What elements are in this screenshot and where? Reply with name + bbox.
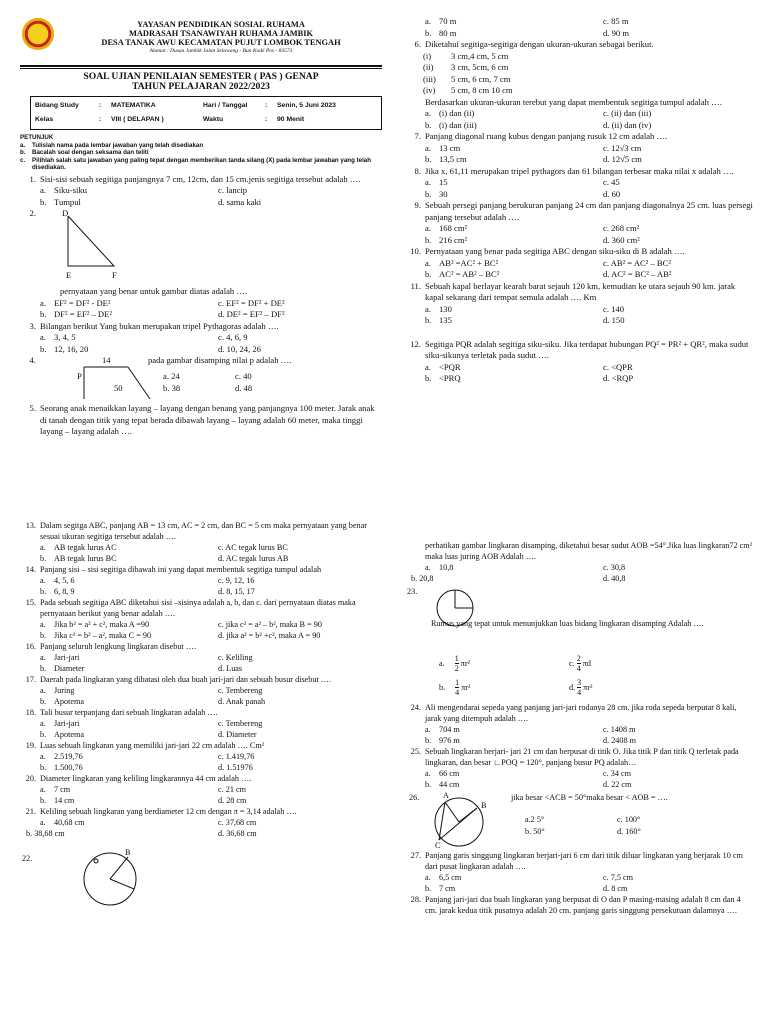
option-d: d. 90 m (603, 27, 630, 38)
school-logo-icon (22, 18, 54, 50)
option-a: Siku-siku (54, 185, 87, 196)
question-number: 4. (29, 355, 36, 366)
numerator: 1 (454, 654, 459, 663)
question-8: 8. Jika x, 61,11 merupakan tripel pythagors dan 61 bilangan terbesar maka nilai x adalah …. a. 15 c. 45 b. 30 d. 60 (405, 166, 753, 201)
question-25: 25. Sebuah lingkaran berjari- jari 21 cm dan berpusat di titik O. Jika titik P dan titik Q terletak pada lingkaran, dan besar ∟POQ = 120°, panjang busur PQ adalah… a. 66 cm c. 34 cm b. 44 cm d. 22 cm (405, 746, 753, 790)
question-text: Panjang garis singgung lingkaran berjari-jari 6 cm dari titik diluar lingkaran yang berjarak 10 cm dari pusat lingkaran adalah …. (425, 851, 743, 871)
option-d: d. AC² = BC² – AB² (603, 269, 672, 279)
option-c: c. lancip (218, 185, 248, 196)
option-d (569, 678, 592, 697)
option-d: d. 160° (617, 827, 641, 836)
option-b: 976 m (439, 736, 460, 745)
option-a (439, 654, 470, 673)
numerator: 1 (455, 678, 460, 687)
exam-year: TAHUN PELAJARAN 2022/2023 (132, 81, 270, 92)
option-a: 15 (439, 177, 448, 187)
instruction-c: Pilihlah salah satu jawaban yang paling tepat dengan memberikan tanda silang (X) pada lembar jawaban yang telah disediakan. (32, 156, 372, 172)
label-b: B (125, 848, 131, 857)
question-23 (405, 584, 753, 702)
option-letter: d. (569, 683, 576, 692)
instructions: PETUNJUK a. Tulislah nama pada lembar jawaban yang telah disediakan b. Bacalah soal dengan seksama dan teliti c. Pilihlah salah satu jawaban yang paling tepat dengan memberikan tanda silang (X) pada lembar jawaban yang telah disediakan. (20, 134, 382, 172)
label-a: A (443, 791, 449, 800)
item-label: (i) (423, 50, 432, 61)
option-a: a. 24 (163, 371, 180, 382)
option-b: DF² = EF² – DE² (54, 309, 112, 320)
question-text: Ali mengendarai sepeda yang panjang jari-jari rodanya 28 cm. jika roda sepeda berputar 8 kali, jarak yang ditempuh adalah …. (425, 703, 737, 723)
question-number: 11. (410, 280, 421, 291)
option-a: 168 cm² (439, 223, 468, 233)
date-label: Hari / Tanggal (203, 102, 248, 109)
date-value: Senin, 5 Juni 2023 (277, 102, 336, 109)
option-letter: a. (439, 659, 445, 668)
option-b: 7 cm (439, 884, 456, 893)
option-c: c. 1.419,76 (218, 752, 255, 761)
question-text: Panjang seluruh lengkung lingkaran disebut …. (40, 642, 196, 651)
colon: : (99, 102, 102, 109)
formula: πr² (461, 683, 471, 692)
question-number: 5. (29, 403, 36, 414)
option-d: d. 28 cm (218, 796, 247, 805)
question-number: 12. (410, 338, 421, 349)
option-c: c. AB² = AC² – BC² (603, 257, 671, 268)
question-26 (405, 790, 753, 850)
question-12: 12. Segitiga PQR adalah segitiga siku-siku. Jika terdapat hubungan PQ² = PR² + QR², maka sudut siku-sikunya terletak pada sudut …. a. <PQR c. <QPR b. <PRQ d. <RQP (405, 339, 753, 385)
school-name: MADRASAH TSANAWIYAH RUHAMA JAMBIK (128, 29, 314, 38)
question-5 (20, 403, 382, 438)
item-text: 3 cm,4 cm, 5 cm (451, 50, 509, 61)
question-text: Daerah pada lingkaran yang dibatasi oleh dua buah jari-jari dan sebuah busur disebut …. (40, 675, 332, 684)
option-c: c. 1408 m (603, 725, 636, 734)
label-c: C (435, 841, 441, 850)
question-18: 18. Tali busur terpanjang dari sebuah lingkaran adalah …. a. Jari-jari c. Tembereng b. Apotema d. Diameter (20, 707, 382, 740)
question-10: 10. Pernyataan yang benar pada segitiga ABC dengan siku-siku di B adalah …. a. AB² =AC² + BC² c. AB² = AC² – BC² b. AC² = AB² – BC² d. AC² = BC² – AB² (405, 246, 753, 281)
instruction-b: Bacalah soal dengan seksama dan teliti (32, 149, 149, 157)
foundation-name: YAYASAN PENDIDIKAN SOSIAL RUHAMA (137, 20, 305, 29)
option-a: Jari-jari (54, 719, 80, 728)
question-number: 6. (414, 39, 421, 49)
denominator: 4 (455, 688, 460, 697)
question-number: 2. (29, 208, 36, 219)
option-c: c. 12√3 cm (603, 142, 642, 153)
left-column-top (20, 16, 382, 438)
question-20: 20. Diameter lingkaran yang keliling lingkarannya 44 cm adalah …. a. 7 cm c. 21 cm b. 14 cm d. 28 cm (20, 773, 382, 806)
school-address: Alamat : Dusun Jambik Jalan Selawang - Bun Kodé Pos - 83573 (149, 48, 293, 54)
question-number: 19. (25, 741, 36, 750)
right-column-bottom (405, 540, 753, 916)
option-d: d. (ii) dan (iv) (603, 119, 652, 130)
option-c: c. 34 cm (603, 769, 631, 778)
label-e: E (66, 270, 72, 281)
option-d: d. AC tegak lurus AB (218, 554, 289, 563)
time-value: 90 Menit (277, 116, 305, 123)
option-b: Tumpul (54, 196, 81, 207)
item-label: (iii) (423, 73, 436, 84)
question-number: 28. (410, 895, 421, 904)
question-text: Segitiga PQR adalah segitiga siku-siku. Jika terdapat hubungan PQ² = PR² + QR², maka sudut siku-sikunya terletak pada sudut …. (425, 338, 749, 360)
option-b: AC² = AB² – BC² (439, 269, 500, 279)
question-17: 17. Daerah pada lingkaran yang dibatasi oleh dua buah jari-jari dan sebuah busur disebut …. a. Juring c. Tembereng b. Apotema d. Anak panah (20, 674, 382, 707)
class-value: VIII ( DELAPAN ) (111, 116, 164, 123)
option-b: 135 (439, 315, 452, 325)
question-text: Diketahui segitiga-segitiga dengan ukuran-ukuran sebagai berikut. (425, 39, 654, 49)
question-text: Sebuah kapal berlayar kearah barat sejauh 120 km, kemudian ke utara sejauh 90 km. jarak kapal sekarang dari tempat semula adalah …. Km (425, 280, 736, 302)
option-c: c. 45 (603, 177, 620, 187)
option-c: c. jika c² = a² – b², maka B = 90 (218, 620, 322, 629)
question-text: pernyataan yang benar untuk gambar diatas adalah …. (60, 286, 248, 297)
option-c: c. (ii) dan (iii) (603, 108, 652, 118)
label-50: 50 (114, 383, 123, 394)
question-3: 3. Bilangan berikut Yang bukan merupakan tripel Pythagoras adalah …. a. 3, 4, 5 c. 4, 6, 9 b. 12, 16, 20 d. 10, 24, 26 (20, 321, 382, 356)
label-b: B (481, 801, 487, 810)
option-b: b. 38 (163, 383, 181, 394)
class-label: Kelas (35, 116, 54, 123)
option-b: b. 38,68 cm (26, 829, 65, 838)
formula: πr² (460, 659, 471, 668)
option-a: 130 (439, 303, 452, 314)
option-a: AB tegak lurus AC (54, 543, 117, 552)
question-text: Jika x, 61,11 merupakan tripel pythagors dan 61 bilangan terbesar maka nilai x adalah …. (425, 165, 734, 176)
option-d: d. 22 cm (603, 780, 632, 789)
option-c: c. AC tegak lurus BC (218, 543, 288, 552)
question-24: 24. Ali mengendarai sepeda yang panjang jari-jari rodanya 28 cm. jika roda sepeda berputar 8 kali, jarak yang ditempuh adalah …. a. 704 m c. 1408 m b. 976 m d. 2408 m (405, 702, 753, 746)
option-a: 66 cm (439, 769, 460, 778)
question-number: 15. (25, 598, 36, 607)
triangle-def-figure (66, 214, 116, 268)
question-text: jika besar <ACB = 50°maka besar < AOB = …. (511, 793, 668, 802)
question-text: Rumus yang tepat untuk menunjukkan luas bidang lingkaran disamping Adalah …. (431, 619, 704, 628)
option-d: d. 12√5 cm (603, 154, 642, 164)
study-value: MATEMATIKA (111, 102, 156, 109)
option-a: Jari-jari (54, 653, 80, 662)
question-number: 27. (410, 851, 421, 860)
question-text: Sisi-sisi sebuah segitiga panjangnya 7 cm, 12cm, dan 15 cm.jenis segitiga tersebut adalah …. (40, 173, 361, 184)
question-4 (20, 355, 382, 403)
option-a: 10,8 (439, 563, 454, 572)
question-22-body: perhatikan gambar lingkaran disamping, diketahui besar sudut AOB =54°.Jika luas lingkaran72 cm² maka luas juring AOB Adalah …. a. 10,8 c. 30,8 b. 20,8 d. 40,8 (411, 541, 753, 583)
option-b: Apotema (54, 730, 85, 739)
colon: : (99, 116, 102, 123)
question-number: 14. (25, 565, 36, 574)
question-number: 1. (29, 173, 36, 184)
option-c: c. 4, 6, 9 (218, 332, 248, 343)
colon: : (265, 102, 268, 109)
option-b: Diameter (54, 664, 85, 673)
question-text: Panjang sisi – sisi segitiga dibawah ini yang dapat membentuk segitiga tumpul adalah (40, 565, 322, 574)
option-a: 13 cm (439, 142, 461, 153)
option-b: 14 cm (54, 796, 75, 805)
denominator: 2 (454, 664, 459, 673)
option-c: c. 7,5 cm (603, 873, 634, 882)
exam-title: SOAL UJIAN PENILAIAN SEMESTER ( PAS ) GENAP (83, 71, 319, 82)
option-b: <PRQ (439, 373, 461, 383)
option-d: d. 10, 24, 26 (218, 343, 261, 354)
label-p: P (77, 371, 82, 382)
question-number: 13. (25, 521, 36, 530)
question-number: 26. (409, 793, 420, 802)
option-b (439, 678, 470, 697)
option-a: EF² = DF² - DE² (54, 297, 111, 308)
option-c: c. 40 (235, 371, 252, 382)
option-d: d. 36,68 cm (218, 829, 257, 838)
option-b: AB tegak lurus BC (54, 554, 117, 563)
label-14: 14 (102, 355, 111, 366)
denominator: 4 (576, 664, 581, 673)
question-27: 27. Panjang garis singgung lingkaran berjari-jari 6 cm dari titik diluar lingkaran yang berjarak 10 cm dari pusat lingkaran adalah …. a. 6,5 cm c. 7,5 cm b. 7 cm d. 8 cm (405, 850, 753, 894)
numerator: 3 (577, 678, 582, 687)
option-c: c. 37,68 cm (218, 818, 257, 827)
option-letter: b. (439, 683, 446, 692)
option-c: c. 100° (617, 815, 641, 824)
option-b: Jika c² = b² – a², maka C = 90 (54, 631, 152, 640)
question-number: 3. (29, 320, 36, 331)
question-1: 1. Sisi-sisi sebuah segitiga panjangnya 7 cm, 12cm, dan 15 cm.jenis segitiga tersebut adalah …. a. Siku-siku c. lancip b. Tumpul d. sama kaki (20, 174, 382, 209)
question-text: Panjang jari-jari dua buah lingkaran yang berpusat di O dan P masing-masing adalah 8 cm dan 4 cm. jarak kedua titik pusatnya adalah 20 cm. panjang garis singgung persekutuan dalamnya …. (425, 895, 741, 915)
school-location: DESA TANAK AWU KECAMATAN PUJUT LOMBOK TENGAH (101, 38, 341, 47)
option-c: c. 140 (603, 303, 625, 314)
option-b: 216 cm² (439, 234, 468, 245)
option-d: d. Anak panah (218, 697, 266, 706)
option-d: d. DE² = EF² – DF² (218, 309, 285, 320)
question-6: 6. Diketahui segitiga-segitiga dengan ukuran-ukuran sebagai berikut. (i) 3 cm,4 cm, 5 cm (ii) 3 cm, 5cm, 6 cm (iii) 5 cm, 6 cm, 7 cm (iv) 5 cm, 8 cm 10 cm Berdasarkan ukuran-ukuran terebut yang dapat membentuk segitiga tumpul adalah …. a. (i) dan (ii) c. (ii) dan (iii) b. (i) dan (iii) d. (ii) dan (iv) (405, 39, 753, 131)
question-number: 20. (25, 774, 36, 783)
option-d: d. Diameter (218, 730, 257, 739)
option-b: 30 (439, 188, 448, 199)
option-a: a.2 5° (525, 815, 545, 824)
option-d: d. 8, 15, 17 (218, 587, 255, 596)
study-label: Bidang Study (35, 102, 79, 109)
option-d: d. 1.51976 (218, 763, 253, 772)
option-b: 6, 8, 9 (54, 587, 75, 596)
formula: πr² (583, 683, 593, 692)
question-number: 9. (414, 200, 421, 210)
question-text: Luas sebuah lingkaran yang memiliki jari-jari 22 cm adalah …. Cm² (40, 741, 265, 750)
option-b: (i) dan (iii) (439, 119, 477, 130)
option-b: 44 cm (439, 780, 460, 789)
option-a: AB² =AC² + BC² (439, 257, 499, 268)
option-d: d. 2408 m (603, 736, 636, 745)
question-5-options: a. 70 m c. 85 m b. 80 m d. 90 m (425, 16, 753, 39)
denominator: 4 (577, 688, 582, 697)
question-7: 7. Panjang diagonal ruang kubus dengan panjang rusuk 12 cm adalah …. a. 13 cm c. 12√3 cm b. 13,5 cm d. 12√5 cm (405, 131, 753, 166)
option-letter: c. (569, 659, 575, 668)
question-text: Bilangan berikut Yang bukan merupakan tripel Pythagoras adalah …. (40, 320, 279, 331)
question-22 (20, 847, 382, 909)
instructions-heading: PETUNJUK (20, 134, 54, 141)
question-number: 18. (25, 708, 36, 717)
option-a: 3, 4, 5 (54, 332, 76, 343)
item-text: 3 cm, 5cm, 6 cm (451, 62, 509, 72)
question-text: Dalam segitga ABC, panjang AB = 13 cm, AC = 2 cm, dan BC = 5 cm maka pernyataan yang benar sesuai ukuran segitiga tersebut adalah …. (40, 521, 367, 541)
option-c: c. Tembereng (218, 686, 263, 695)
question-number: 7. (414, 131, 421, 141)
question-text: Pada sebuah segitiga ABC diketahui sisi –sisinya adalah a, b, dan c. dari pernyataan diatas maka pernyataan berikut yang benar adalah …. (40, 598, 356, 618)
option-c: c. 268 cm² (603, 223, 640, 233)
exam-info-box (30, 96, 382, 130)
option-a: 6,5 cm (439, 873, 462, 882)
question-text: Panjang diagonal ruang kubus dengan panjang rusuk 12 cm adalah …. (425, 131, 668, 141)
option-d: d. Luas (218, 664, 243, 673)
option-b: b. 50° (525, 827, 545, 836)
option-a: 2.519,76 (54, 752, 83, 761)
option-b: 13,5 cm (439, 154, 467, 164)
option-c: c. <QPR (603, 361, 633, 372)
question-text: Sebuah lingkaran berjari- jari 21 cm dan berpusat di titik O. Jika titik P dan titik Q terletak pada lingkaran, dan besar ∟POQ = 120°, panjang busur PQ adalah… (425, 747, 739, 767)
item-text: 5 cm, 8 cm 10 cm (451, 85, 513, 95)
option-a: 40,68 cm (54, 818, 85, 827)
question-text: Pernyataan yang benar pada segitiga ABC dengan siku-siku di B adalah …. (425, 246, 685, 256)
option-d: d. 60 (603, 188, 621, 199)
question-number: 23. (407, 587, 418, 596)
time-label: Waktu (203, 116, 224, 123)
option-d: d. 48 (235, 383, 253, 394)
question-number: 24. (410, 703, 421, 712)
circle-sector-figure (78, 849, 142, 907)
question-13: 13. Dalam segitga ABC, panjang AB = 13 cm, AC = 2 cm, dan BC = 5 cm maka pernyataan yang benar sesuai ukuran segitiga tersebut adalah …. a. AB tegak lurus AC c. AC tegak lurus BC b. AB tegak lurus BC d. AC tegak lurus AB (20, 520, 382, 564)
option-d: d. 360 cm² (603, 234, 640, 245)
option-a: 4, 5, 6 (54, 576, 75, 585)
question-number: 17. (25, 675, 36, 684)
instruction-a: Tulislah nama pada lembar jawaban yang telah disediakan (32, 141, 204, 149)
question-number: 25. (410, 747, 421, 756)
option-a: (i) dan (ii) (439, 108, 475, 118)
question-14: 14. Panjang sisi – sisi segitiga dibawah ini yang dapat membentuk segitiga tumpul adalah a. 4, 5, 6 c. 9, 12, 16 b. 6, 8, 9 d. 8, 15, 17 (20, 564, 382, 597)
option-d: d. sama kaki (218, 196, 262, 207)
option-b: Apotema (54, 697, 85, 706)
label-d: D (62, 208, 69, 219)
option-c (569, 654, 591, 673)
question-11: 11. Sebuah kapal berlayar kearah barat sejauh 120 km, kemudian ke utara sejauh 90 km. jarak kapal sekarang dari tempat semula adalah …. Km a. 130 c. 140 b. 135 d. 150 (405, 281, 753, 327)
option-c: c. Keliling (218, 653, 253, 662)
option-a: 70 m (439, 16, 457, 26)
option-c: c. Tembereng (218, 719, 263, 728)
question-number: 22. (22, 854, 33, 863)
option-d: d. jika a² = b² +c², maka A = 90 (218, 631, 321, 640)
question-19: 19. Luas sebuah lingkaran yang memiliki jari-jari 22 cm adalah …. Cm² a. 2.519,76 c. 1.419,76 b. 1.500,76 d. 1.51976 (20, 740, 382, 773)
option-d: d. 150 (603, 315, 625, 325)
question-number: 21. (25, 807, 36, 816)
right-column-top (405, 16, 753, 385)
item-text: 5 cm, 6 cm, 7 cm (451, 73, 511, 84)
question-9: 9. Sebuah persegi panjang berukuran panjang 24 cm dan panjang diagonalnya 25 cm. luas persegi panjang tersebut adalah …. a. 168 cm² c. 268 cm² b. 216 cm² d. 360 cm² (405, 200, 753, 246)
question-number: 16. (25, 642, 36, 651)
question-text: Berdasarkan ukuran-ukuran terebut yang dapat membentuk segitiga tumpul adalah …. (425, 96, 722, 107)
school-header (20, 16, 382, 64)
option-a: Juring (54, 686, 75, 695)
formula: πd (582, 659, 591, 668)
colon: : (265, 116, 268, 123)
question-text: Sebuah persegi panjang berukuran panjang 24 cm dan panjang diagonalnya 25 cm. luas persegi panjang tersebut adalah …. (425, 200, 753, 222)
question-text: Keliling sebuah lingkaran yang berdiameter 12 cm dengan π = 3,14 adalah …. (40, 807, 297, 816)
question-28 (405, 894, 753, 916)
option-c: c. 9, 12, 16 (218, 576, 255, 585)
option-c: c. EF² = DF² + DE² (218, 297, 285, 308)
option-a: 7 cm (54, 785, 71, 794)
option-b: 80 m (439, 27, 457, 38)
option-d: d. 8 cm (603, 884, 628, 893)
option-a: Jika b² = a² + c², maka A =90 (54, 620, 150, 629)
question-15: 15. Pada sebuah segitiga ABC diketahui sisi –sisinya adalah a, b, dan c. dari pernyataan diatas maka pernyataan berikut yang benar adalah …. a. Jika b² = a² + c², maka A =90 c. jika c² = a² – b², maka B = 90 b. Jika c² = b² – a², maka C = 90 d. jika a² = b² +c², maka A = 90 (20, 597, 382, 641)
option-d: d. <RQP (603, 373, 634, 383)
header-divider (20, 65, 382, 69)
option-d: d. 40,8 (603, 574, 626, 583)
label-f: F (112, 270, 117, 281)
question-number: 8. (414, 165, 421, 176)
item-label: (iv) (423, 85, 436, 95)
option-c: c. 85 m (603, 16, 629, 26)
question-2 (20, 208, 382, 286)
numerator: 2 (576, 654, 581, 663)
left-column-bottom (20, 520, 382, 909)
question-number: 10. (410, 246, 421, 256)
question-2-body: pernyataan yang benar untuk gambar diatas adalah …. a. EF² = DF² - DE² c. EF² = DF² + DE² b. DF² = EF² – DE² d. DE² = EF² – DF² (20, 286, 382, 321)
question-text: pada gambar disamping nilai p adalah …. (148, 355, 292, 366)
question-21: 21. Keliling sebuah lingkaran yang berdiameter 12 cm dengan π = 3,14 adalah …. a. 40,68 cm c. 37,68 cm b. 38,68 cm d. 36,68 cm (20, 806, 382, 839)
option-b: b. 20,8 (411, 574, 434, 583)
item-label: (ii) (423, 62, 434, 72)
question-text: perhatikan gambar lingkaran disamping, diketahui besar sudut AOB =54°.Jika luas lingkaran72 cm² maka luas juring AOB Adalah …. (425, 541, 753, 561)
question-16: 16. Panjang seluruh lengkung lingkaran disebut …. a. Jari-jari c. Keliling b. Diameter d. Luas (20, 641, 382, 674)
option-b: 12, 16, 20 (54, 343, 89, 354)
question-text: Diameter lingkaran yang keliling lingkarannya 44 cm adalah …. (40, 774, 252, 783)
option-a: <PQR (439, 361, 461, 372)
option-c: c. 21 cm (218, 785, 246, 794)
question-text: Tali busur terpanjang dari sebuah lingkaran adalah …. (40, 708, 218, 717)
option-a: 704 m (439, 725, 460, 734)
question-text: Seorang anak menaikkan layang – layang dengan benang yang panjangnya 100 meter. Jarak anak di tanah dengan titik yang tepat berada dibawah layang – layang adalah 60 meter, maka tinggi layang – layang adalah …. (40, 403, 375, 437)
option-c: c. 30,8 (603, 563, 626, 572)
option-b: 1.500,76 (54, 763, 83, 772)
